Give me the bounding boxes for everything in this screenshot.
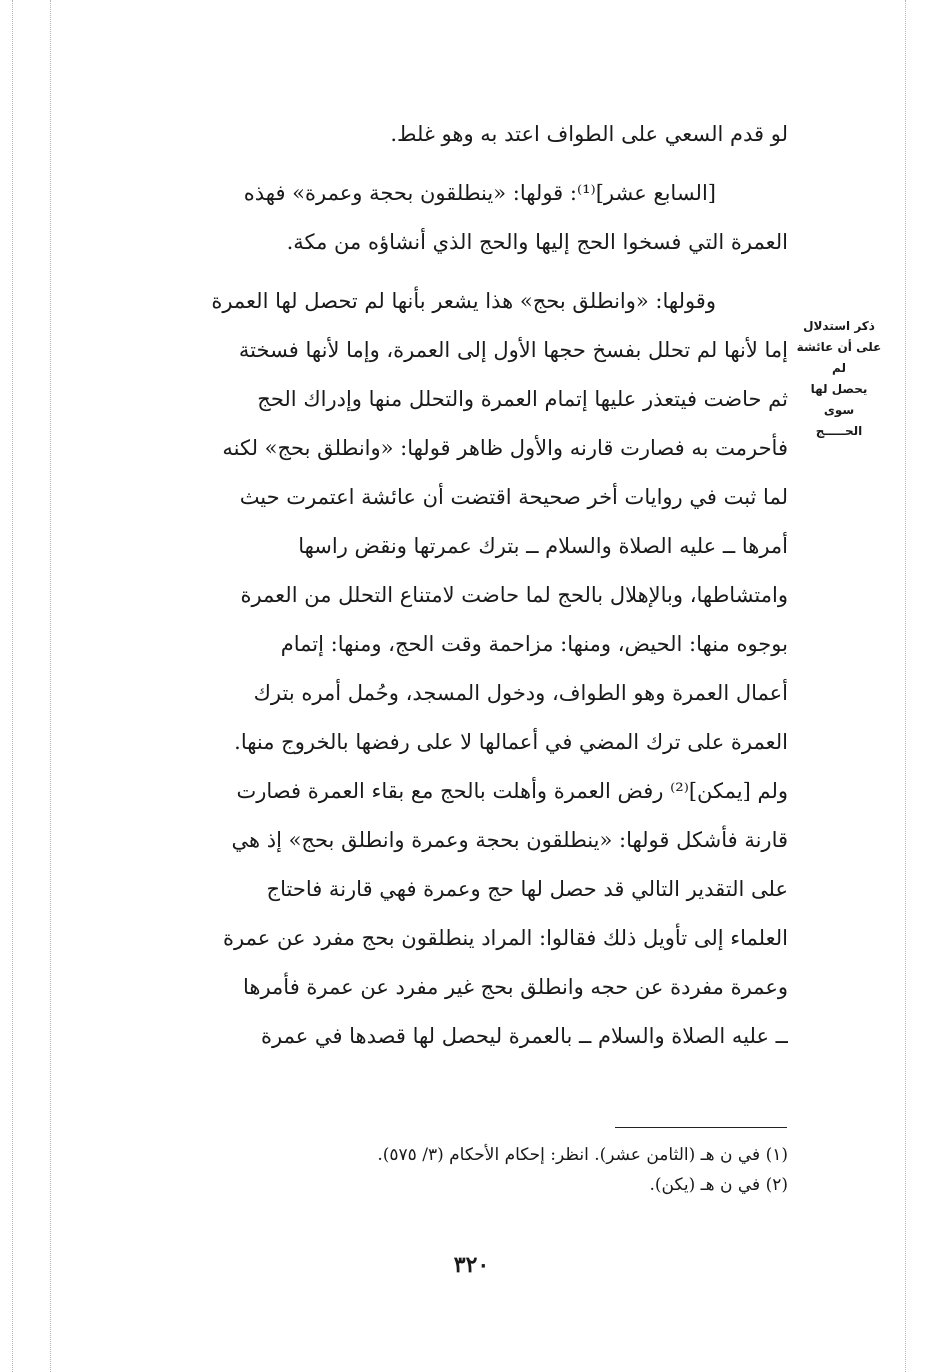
text-line: وعمرة مفردة عن حجه وانطلق بحج غير مفرد عن عمرة فأمرها [243,975,788,999]
margin-guide-line [905,0,906,1372]
text-line: وقولها: «وانطلق بحج» هذا يشعر بأنها لم تحصل لها العمرة [211,289,716,313]
footnote: (٢) في ن هـ (يكن). [649,1175,788,1195]
text-line: قارنة فأشكل قولها: «ينطلقون بحجة وعمرة وانطلق بحج» إذ هي [231,828,788,852]
text-line: العمرة على ترك المضي في أعمالها لا على رفضها بالخروج منها. [234,730,788,754]
text-line: العلماء إلى تأويل ذلك فقالوا: المراد ينطلقون بحج مفرد عن عمرة [223,926,788,950]
sidenote-line: يحصل لها سوى [810,382,868,417]
text-line: ــ عليه الصلاة والسلام ــ بالعمرة ليحصل لها قصدها في عمرة [261,1024,788,1048]
margin-sidenote [796,316,882,442]
text-line: وامتشاطها، وبالإهلال بالحج لما حاضت لامتناع التحلل من العمرة [240,583,788,607]
text-line: أعمال العمرة وهو الطواف، ودخول المسجد، وحُمل أمره بترك [253,681,788,705]
text-line: العمرة التي فسخوا الحج إليها والحج الذي أنشاؤه من مكة. [286,230,788,254]
text-line: فأحرمت به فصارت قارنه والأول ظاهر قولها: «وانطلق بحج» لكنه [222,436,788,460]
footnote: (١) في ن هـ (الثامن عشر). انظر: إحكام الأحكام (٣/ ٥٧٥). [377,1145,788,1165]
margin-guide-line [12,0,13,1372]
text-line: على التقدير التالي قد حصل لها حج وعمرة فهي قارنة فاحتاج [266,877,788,901]
main-text [112,110,788,1110]
footnotes [112,1140,788,1200]
sidenote-line: ذكر استدلال [803,319,875,333]
text-line: [السابع عشر]⁽¹⁾: قولها: «ينطلقون بحجة وعمرة» فهذه [243,181,716,205]
text-line [112,1061,788,1110]
text-line: إما لأنها لم تحلل بفسخ حجها الأول إلى العمرة، وإما لأنها فسختة [238,338,788,362]
footnote-separator [615,1127,787,1128]
text-line: ثم حاضت فيتعذر عليها إتمام العمرة والتحلل منها وإدراك الحج [257,387,788,411]
margin-guide-line [50,0,51,1372]
text-line: بوجوه منها: الحيض، ومنها: مزاحمة وقت الحج، ومنها: إتمام [280,632,788,656]
text-line: أمرها ــ عليه الصلاة والسلام ــ بترك عمرتها ونقض راسها [298,534,788,558]
text-line: ولم [يمكن]⁽²⁾ رفض العمرة وأهلت بالحج مع بقاء العمرة فصارت [236,779,788,803]
sidenote-line: على أن عائشة لم [796,340,882,375]
page-number: ٣٢٠ [453,1252,490,1278]
text-line: لما ثبت في روايات أخر صحيحة اقتضت أن عائشة اعتمرت حيث [239,485,788,509]
text-line: لو قدم السعي على الطواف اعتد به وهو غلط. [390,122,788,146]
sidenote-line: الحـــــج [815,424,863,438]
